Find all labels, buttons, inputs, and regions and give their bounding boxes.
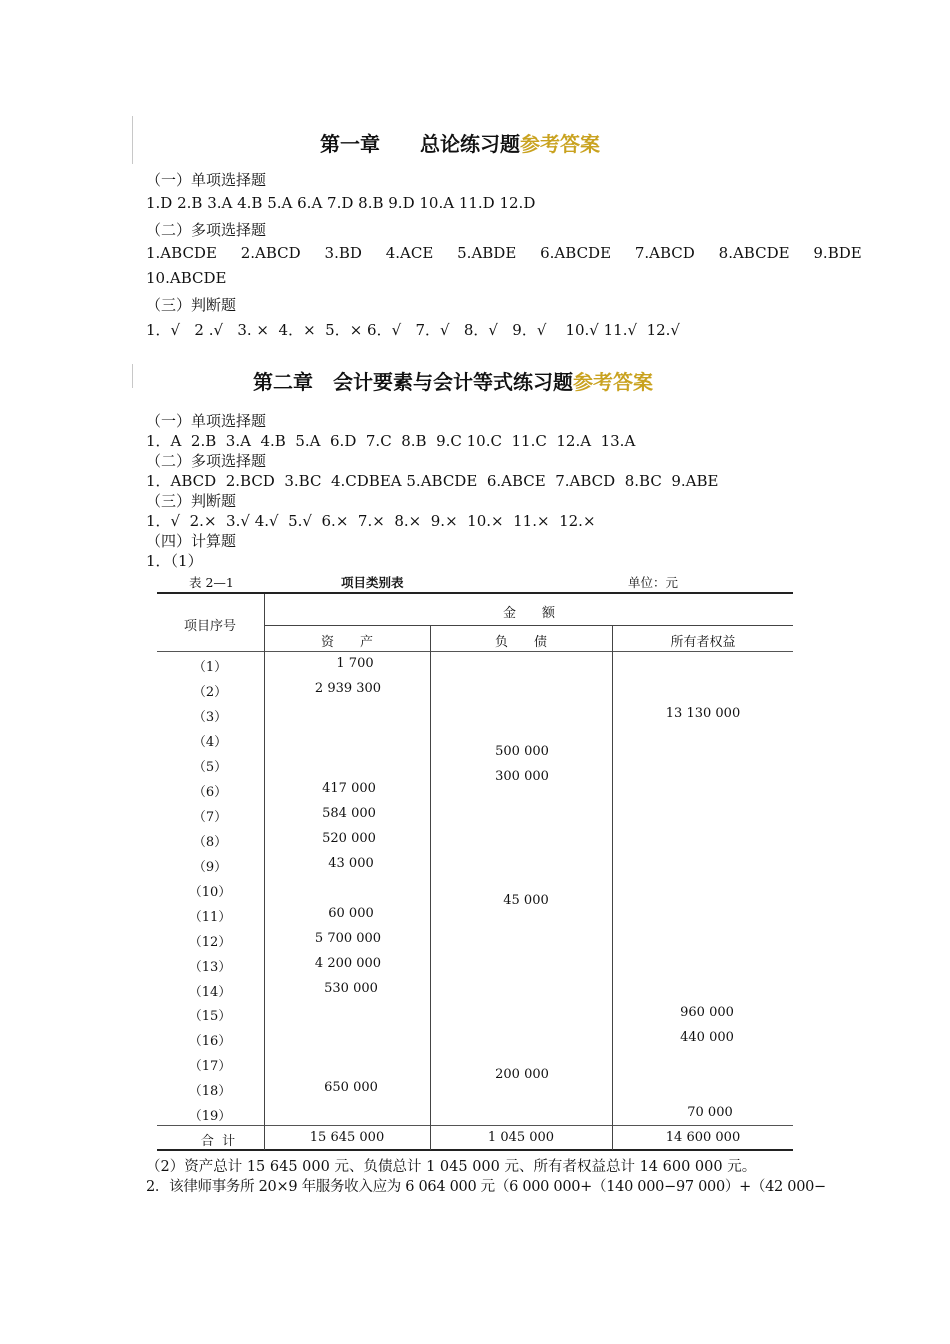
equity-cell: 13 130 000 — [665, 706, 741, 721]
margin-bar — [132, 116, 133, 164]
ch2-true-false-answers: 1．√ 2.× 3.√ 4.√ 5.√ 6.× 7.× 8.× 9.× 10.× 11.× 12.× — [146, 512, 596, 530]
row-label: （19） — [188, 1109, 232, 1124]
table-col-divider — [264, 594, 265, 1150]
assets-cell: 1 700 — [336, 656, 374, 671]
table-col-divider — [612, 626, 613, 1150]
table-title: 项目类别表 — [341, 575, 404, 590]
ch2-single-choice-answers: 1．A 2.B 3.A 4.B 5.A 6.D 7.C 8.B 9.C 10.C 11.C 12.A 13.A — [146, 432, 636, 450]
ch2-multi-choice-answers: 1．ABCD 2.BCD 3.BC 4.CDBEA 5.ABCDE 6.ABCE 7.ABCD 8.BC 9.ABE — [146, 472, 719, 490]
row-label: （1） — [192, 660, 228, 675]
assets-cell: 5 700 000 — [314, 931, 382, 946]
ch1-true-false-answers: 1．√ 2 .√ 3. × 4．× 5．× 6．√ 7．√ 8．√ 9．√ 10.√ 11.√ 12.√ — [146, 321, 680, 339]
header-assets: 资 产 — [320, 635, 374, 650]
ch1-multi-choice-heading: （二）多项选择题 — [146, 221, 267, 239]
row-label: （15） — [188, 1009, 232, 1024]
assets-cell: 4 200 000 — [314, 956, 382, 971]
row-label: （14） — [188, 985, 232, 1000]
ch2-multi-choice-heading: （二）多项选择题 — [146, 452, 267, 470]
row-label: （18） — [188, 1084, 232, 1099]
ch2-true-false-heading: （三）判断题 — [146, 492, 237, 510]
equity-cell: 440 000 — [680, 1030, 734, 1045]
ch2-single-choice-heading: （一）单项选择题 — [146, 412, 267, 430]
total-assets: 15 645 000 — [309, 1130, 385, 1145]
assets-cell: 43 000 — [328, 856, 374, 871]
total-label: 合 计 — [200, 1134, 236, 1149]
row-label: （17） — [188, 1059, 232, 1074]
row-label: （3） — [192, 710, 228, 725]
row-label: （9） — [192, 860, 228, 875]
row-label: （4） — [192, 735, 228, 750]
total-equity: 14 600 000 — [665, 1130, 741, 1145]
liabilities-cell: 200 000 — [495, 1067, 549, 1082]
table-header-rule — [264, 625, 793, 626]
row-label: （6） — [192, 785, 228, 800]
row-label: （5） — [192, 760, 228, 775]
assets-cell: 584 000 — [322, 806, 376, 821]
table-total-rule — [157, 1125, 793, 1126]
table-col-divider — [430, 626, 431, 1150]
ch2-calculation-heading: （四）计算题 — [146, 532, 237, 550]
total-liabilities: 1 045 000 — [487, 1130, 555, 1145]
assets-cell: 417 000 — [322, 781, 376, 796]
header-equity: 所有者权益 — [670, 635, 736, 650]
row-label: （2） — [192, 685, 228, 700]
equity-cell: 70 000 — [687, 1105, 733, 1120]
row-label: （10） — [188, 885, 232, 900]
margin-bar — [132, 364, 133, 388]
table-header-bottom-rule — [157, 651, 793, 652]
table-top-rule — [157, 592, 793, 594]
liabilities-cell: 45 000 — [503, 893, 549, 908]
row-label: （8） — [192, 835, 228, 850]
ch2-calculation-item: 1．（1） — [146, 552, 203, 570]
ch1-true-false-heading: （三）判断题 — [146, 296, 237, 314]
answer-question-2: 2．该律师事务所 20×9 年服务收入应为 6 064 000 元（6 000 000+（140 000−97 000）+（42 000− — [146, 1179, 826, 1195]
ch1-multi-choice-answers-cont: 10.ABCDE — [146, 269, 227, 287]
assets-cell: 530 000 — [324, 981, 378, 996]
chapter-2-title: 第二章 会计要素与会计等式练习题参考答案 — [253, 370, 653, 394]
row-label: （12） — [188, 935, 232, 950]
assets-cell: 650 000 — [324, 1080, 378, 1095]
ch1-multi-choice-answers: 1.ABCDE 2.ABCD 3.BD 4.ACE 5.ABDE 6.ABCDE 7.ABCD 8.ABCDE 9.BDE — [146, 244, 862, 262]
header-seq: 项目序号 — [183, 619, 237, 634]
row-label: （16） — [188, 1034, 232, 1049]
assets-cell: 60 000 — [328, 906, 374, 921]
ch1-single-choice-heading: （一）单项选择题 — [146, 171, 267, 189]
liabilities-cell: 500 000 — [495, 744, 549, 759]
row-label: （7） — [192, 810, 228, 825]
assets-cell: 520 000 — [322, 831, 376, 846]
answer-part-2: （2）资产总计 15 645 000 元、负债总计 1 045 000 元、所有者权益总计 14 600 000 元。 — [146, 1159, 757, 1175]
table-bottom-rule — [157, 1149, 793, 1151]
header-amount: 金 额 — [502, 606, 556, 621]
table-number: 表 2—1 — [189, 575, 234, 590]
row-label: （11） — [188, 910, 232, 925]
liabilities-cell: 300 000 — [495, 769, 549, 784]
ch1-single-choice-answers: 1.D 2.B 3.A 4.B 5.A 6.A 7.D 8.B 9.D 10.A 11.D 12.D — [146, 194, 536, 212]
chapter-1-title: 第一章 总论练习题参考答案 — [320, 132, 600, 156]
row-label: （13） — [188, 960, 232, 975]
assets-cell: 2 939 300 — [314, 681, 382, 696]
header-liabilities: 负 债 — [494, 635, 548, 650]
table-unit: 单位：元 — [628, 575, 679, 590]
equity-cell: 960 000 — [680, 1005, 734, 1020]
